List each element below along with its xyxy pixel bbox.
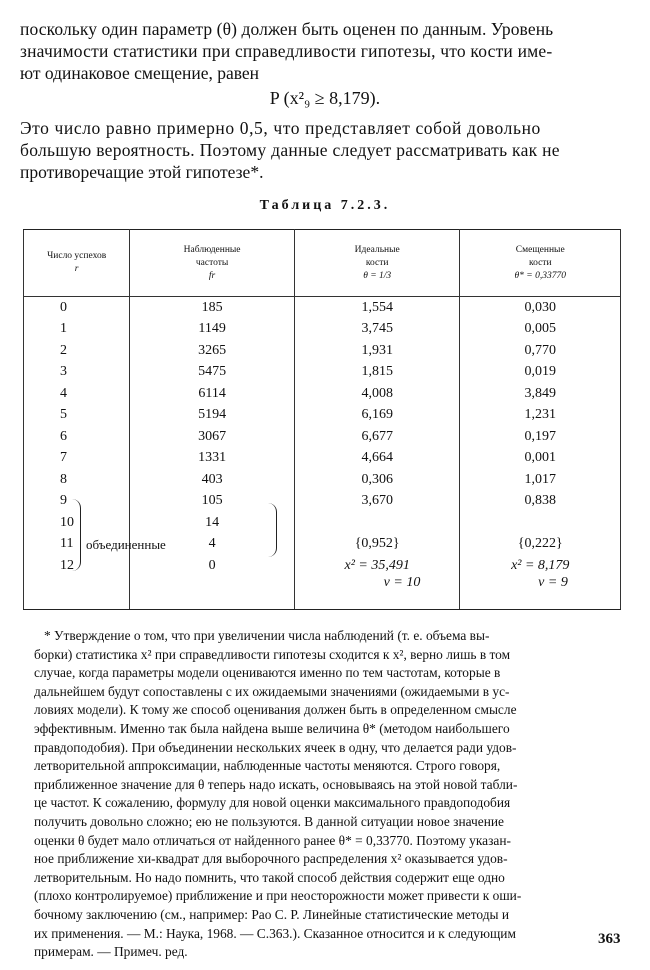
table-row xyxy=(24,405,621,427)
table-cell: 4 xyxy=(24,383,130,405)
table-cell: 1149 xyxy=(130,319,295,341)
group-brace-right xyxy=(268,503,277,557)
table-cell: x² = 35,491 xyxy=(294,555,460,577)
table-row xyxy=(24,362,621,384)
table-cell: 3265 xyxy=(130,340,295,362)
table-cell: 9 xyxy=(24,491,130,513)
table-cell: 6,169 xyxy=(294,405,460,427)
table-cell: 3 xyxy=(24,362,130,384)
table-cell: 6,677 xyxy=(294,426,460,448)
table-cell: 11 xyxy=(24,534,130,556)
top-paragraph xyxy=(20,18,622,84)
table-row xyxy=(24,319,621,341)
footnote-line: ное приближение хи-квадрат для выборочного распределения x² оказывается удов- xyxy=(34,851,508,867)
header-biased: Смещенные кости θ* = 0,33770 xyxy=(460,230,621,297)
table-cell: 1,231 xyxy=(460,405,621,427)
table-cell: 6114 xyxy=(130,383,295,405)
table-cell: 5475 xyxy=(130,362,295,384)
table-cell: 3,670 xyxy=(294,491,460,513)
table-row xyxy=(24,426,621,448)
table-cell: 0,838 xyxy=(460,491,621,513)
footnote-line: летворительной аппроксимации, наблюденные частоты меняются. Строго говоря, xyxy=(34,758,501,774)
table-row xyxy=(24,448,621,470)
table-cell: 1,815 xyxy=(294,362,460,384)
nu-ideal: ν = 10 xyxy=(383,575,421,590)
footnote-line: случае, когда параметры модели оцениваются именно по тем частотам, которые в xyxy=(34,665,501,681)
footnote-line: бочному заключению (см., например: Рао С. Р. Линейные статистические методы и xyxy=(34,906,510,922)
table-row xyxy=(24,555,621,577)
table-cell: 1331 xyxy=(130,448,295,470)
table-cell: 12 xyxy=(24,555,130,577)
table-cell: 5194 xyxy=(130,405,295,427)
table-cell: {0,952} xyxy=(294,534,460,556)
table-cell: 0 xyxy=(130,555,295,577)
table-cell: 1,931 xyxy=(294,340,460,362)
table-row xyxy=(24,512,621,534)
footnote xyxy=(34,627,622,962)
second-paragraph xyxy=(20,117,622,183)
footnote-line: оценки θ будет мало отличаться от найденного ранее θ* = 0,33770. Поэтому указан- xyxy=(34,832,511,848)
footnote-line: примерам. — Примеч. ред. xyxy=(34,944,188,960)
table-row xyxy=(24,297,621,319)
table-cell: 14 xyxy=(130,512,295,534)
table-cell: 1,017 xyxy=(460,469,621,491)
table-cell: 0,030 xyxy=(460,297,621,319)
table-cell: 105 xyxy=(130,491,295,513)
table-cell xyxy=(294,512,460,534)
table-cell: 8 xyxy=(24,469,130,491)
table-cell xyxy=(24,577,130,610)
table-cell: 0,197 xyxy=(460,426,621,448)
footnote-line: дальнейшем будут сопоставлены с их ожидаемыми значениями (ожидаемыми в ус- xyxy=(34,683,510,699)
footnote-line: правдоподобия). При объединении нескольких ячеек в одну, что делается ради удов- xyxy=(34,739,517,755)
table-cell: 0,306 xyxy=(294,469,460,491)
table-cell: 0,005 xyxy=(460,319,621,341)
header-successes: Число успехов r xyxy=(24,230,130,297)
table-cell xyxy=(130,577,295,610)
table-cell: 1,554 xyxy=(294,297,460,319)
table-row xyxy=(24,340,621,362)
table-cell: 1 xyxy=(24,319,130,341)
table-row xyxy=(24,383,621,405)
table-cell: 3,849 xyxy=(460,383,621,405)
table-cell: 185 xyxy=(130,297,295,319)
table-cell: x² = 8,179 xyxy=(460,555,621,577)
text-line: значимости статистики при справедливости гипотезы, что кости име- xyxy=(20,41,553,61)
table-row xyxy=(24,469,621,491)
group-brace-left xyxy=(72,499,81,571)
header-observed: Наблюденные частоты fr xyxy=(130,230,295,297)
table-cell: 7 xyxy=(24,448,130,470)
text-line: ют одинаковое смещение, равен xyxy=(20,63,260,83)
table-cell: 403 xyxy=(130,469,295,491)
table-cell: 0,001 xyxy=(460,448,621,470)
table-cell: 3067 xyxy=(130,426,295,448)
table-cell xyxy=(460,512,621,534)
table-cell: 6 xyxy=(24,426,130,448)
text-line: Это число равно примерно 0,5, что представляет собой довольно xyxy=(20,118,541,138)
footnote-line: ловиях модели). К тому же способ оценивания должен быть в определенном смысле xyxy=(34,702,517,718)
table-cell: {0,222} xyxy=(460,534,621,556)
table-row xyxy=(24,491,621,513)
table-cell: 2 xyxy=(24,340,130,362)
table-cell: 4,008 xyxy=(294,383,460,405)
footnote-line: борки) статистика x² при справедливости гипотезы сходится к x², верно лишь в том xyxy=(34,646,511,662)
footnote-line: (плохо контролируемое) приближение и при неосторожности может привести к оши- xyxy=(34,888,522,904)
page-number: 363 xyxy=(598,931,621,947)
table-cell: 0,019 xyxy=(460,362,621,384)
footnote-line: * Утверждение о том, что при увеличении числа наблюдений (т. е. объема вы- xyxy=(44,628,490,643)
footnote-line: получить довольно сложно; ею не пользуются. В данной ситуации новое значение xyxy=(34,813,504,829)
table-cell: 10 xyxy=(24,512,130,534)
text-line: поскольку один параметр (θ) должен быть оценен по данным. Уровень xyxy=(20,19,554,39)
table-cell: 4 xyxy=(130,534,295,556)
formula xyxy=(0,88,650,109)
text-line: большую вероятность. Поэтому данные следует рассматривать как не xyxy=(20,140,560,160)
text-line: противоречащие этой гипотезе*. xyxy=(20,162,264,182)
table-cell: 0,770 xyxy=(460,340,621,362)
header-ideal: Идеальные кости θ = 1/3 xyxy=(294,230,460,297)
footnote-line: летворительным. Но надо помнить, что такой способ действия содержит еще одно xyxy=(34,869,505,885)
footnote-line: це частот. К сожалению, формулу для новой оценки максимального правдоподобия xyxy=(34,795,511,811)
group-label: объединенные xyxy=(86,537,166,552)
nu-biased: ν = 9 xyxy=(538,575,568,590)
footnote-line: эффективным. Именно так была найдена выше величина θ* (методом наибольшего xyxy=(34,720,510,736)
table-cell: 3,745 xyxy=(294,319,460,341)
table-cell: 0 xyxy=(24,297,130,319)
footnote-line: приближенное значение для θ теперь надо искать, основываясь на этой новой табли- xyxy=(34,776,518,792)
footnote-line: их применения. — М.: Наука, 1968. — С.363.). Сказанное относится и к следующим xyxy=(34,925,516,941)
table-cell: 4,664 xyxy=(294,448,460,470)
table-cell: 5 xyxy=(24,405,130,427)
table-caption: Таблица 7.2.3. xyxy=(259,198,391,213)
formula-text: P (x²₉ ≥ 8,179). xyxy=(269,88,381,108)
